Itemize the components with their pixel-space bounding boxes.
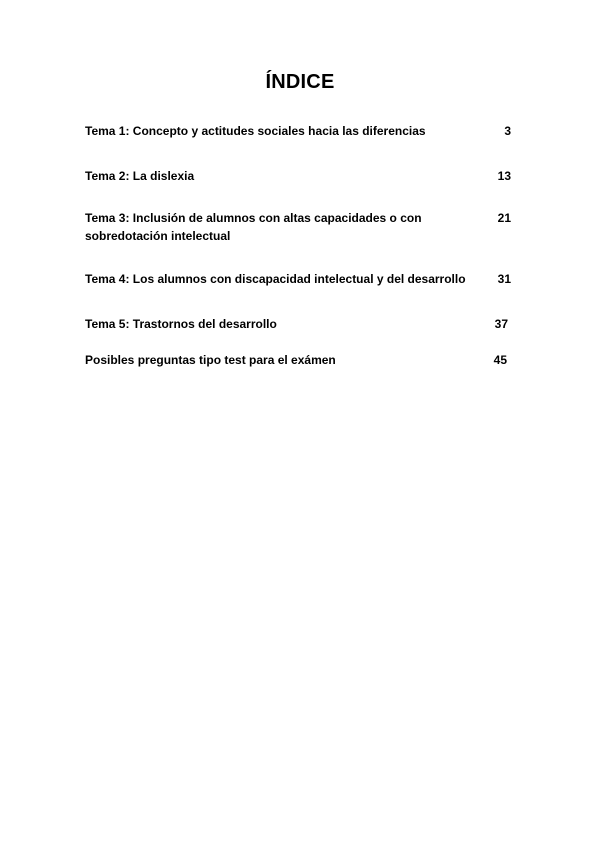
toc-entry-label: Tema 3: Inclusión de alumnos con altas capacidades o con sobredotación intelectual [85,211,422,243]
toc-entry-page-number: 45 [493,353,507,367]
toc-entry-page-number: 21 [497,211,511,225]
toc-entry-page-number: 3 [504,124,511,138]
toc-entry-label: Posibles preguntas tipo test para el exámen [85,353,336,367]
toc-entry-page-number: 31 [497,272,511,286]
toc-entry-page-number: 13 [497,169,511,183]
toc-entry-label: Tema 4: Los alumnos con discapacidad intelectual y del desarrollo [85,272,466,286]
toc-entry-label: Tema 1: Concepto y actitudes sociales hacia las diferencias [85,124,426,138]
toc-entry-label: Tema 2: La dislexia [85,169,195,183]
page-title: ÍNDICE [265,71,335,93]
toc-entry-label: Tema 5: Trastornos del desarrollo [85,317,277,331]
toc-entry-page-number: 37 [494,317,508,331]
